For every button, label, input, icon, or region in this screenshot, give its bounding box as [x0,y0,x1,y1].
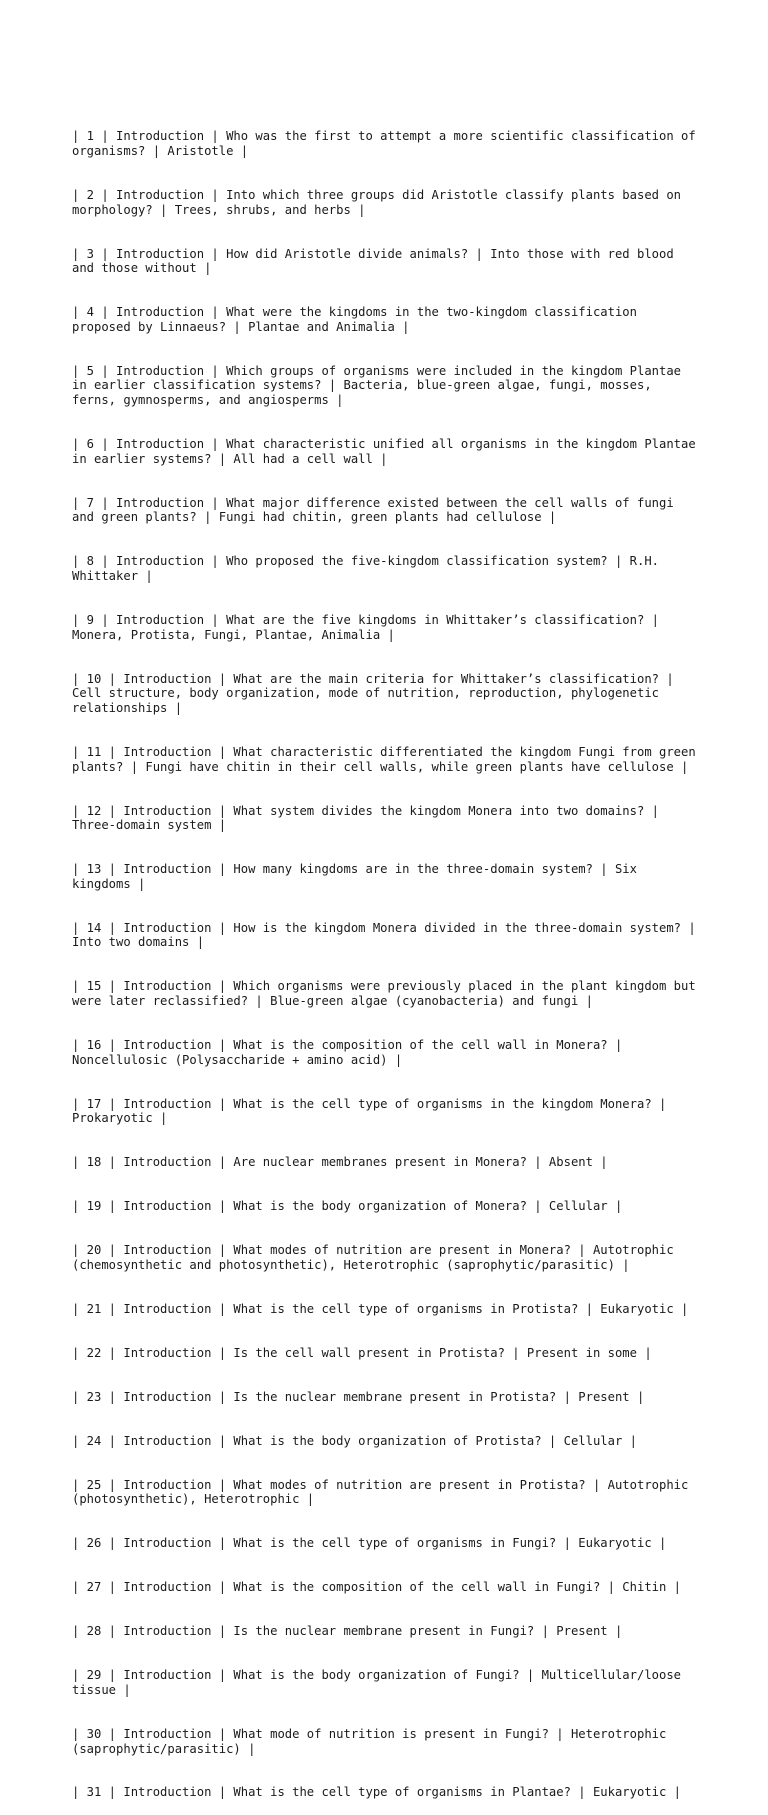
table-row: | 19 | Introduction | What is the body organization of Monera? | Cellular | [72,1199,623,1214]
table-row: | 9 | Introduction | What are the five kingdoms in Whittaker’s classification? | Monera, Protista, Fungi, Plantae, Animalia | [72,612,667,642]
table-row: | 6 | Introduction | What characteristic unified all organisms in the kingdom Plantae in earlier systems? | All had a cell wall | [72,437,704,466]
table-row: | 21 | Introduction | What is the cell type of organisms in Protista? | Eukaryotic | [72,1301,689,1316]
table-row: | 7 | Introduction | What major difference existed between the cell walls of fungi and green plants? | Fungi had chitin, green plants had cellulose | [72,495,682,525]
table-row: | 18 | Introduction | Are nuclear membranes present in Monera? | Absent | [72,1155,608,1170]
table-row: | 14 | Introduction | How is the kingdom Monera divided in the three-domain system? | Into two domains | [72,920,704,950]
table-row: | 15 | Introduction | Which organisms were previously placed in the plant kingdom but were later reclassified? | Blue-green algae (cyanobacteria) and fungi | [72,979,704,1009]
table-row: | 10 | Introduction | What are the main criteria for Whittaker’s classification? | Cell structure, body organization, mode of nutrition, reproduction, phylogenetic relationships | [72,671,682,715]
table-row: | 8 | Introduction | Who proposed the five-kingdom classification system? | R.H. Whittaker | [72,554,667,583]
table-row: | 31 | Introduction | What is the cell type of organisms in Plantae? | Eukaryotic | [72,1785,682,1800]
table-row: | 12 | Introduction | What system divides the kingdom Monera into two domains? | Three-domain system | [72,803,667,833]
document-body [72,100,704,1815]
table-row: | 4 | Introduction | What were the kingdoms in the two-kingdom classification proposed by Linnaeus? | Plantae and Animalia | [72,305,645,334]
table-row: | 11 | Introduction | What characteristic differentiated the kingdom Fungi from green plants? | Fungi have chitin in their cell walls, while green plants have cellulose | [72,744,704,774]
table-row: | 1 | Introduction | Who was the first to attempt a more scientific classification of organisms? | Aristotle | [72,129,704,158]
table-row: | 16 | Introduction | What is the composition of the cell wall in Monera? | Noncellulosic (Polysaccharide + amino acid) | [72,1038,630,1067]
table-row: | 25 | Introduction | What modes of nutrition are present in Protista? | Autotrophic (photosynthetic), Heterotrophic | [72,1477,696,1507]
table-row: | 27 | Introduction | What is the composition of the cell wall in Fungi? | Chitin | [72,1580,682,1595]
table-row: | 29 | Introduction | What is the body organization of Fungi? | Multicellular/loose tissue | [72,1668,689,1697]
table-row: | 22 | Introduction | Is the cell wall present in Protista? | Present in some | [72,1345,652,1360]
table-row: | 17 | Introduction | What is the cell type of organisms in the kingdom Monera? | Prokaryotic | [72,1096,674,1126]
table-row: | 5 | Introduction | Which groups of organisms were included in the kingdom Plantae in earlier classification systems? | Bacteria, blue-green algae, fungi, mosses, ferns, gymnosperms, and angiosperms | [72,363,689,408]
table-row: | 23 | Introduction | Is the nuclear membrane present in Protista? | Present | [72,1389,645,1404]
table-row: | 2 | Introduction | Into which three groups did Aristotle classify plants based on morphology? | Trees, shrubs, and herbs | [72,187,689,217]
table-row: | 30 | Introduction | What mode of nutrition is present in Fungi? | Heterotrophic (saprophytic/parasitic) | [72,1726,674,1756]
table-row: | 13 | Introduction | How many kingdoms are in the three-domain system? | Six kingdoms | [72,862,645,891]
table-row: | 28 | Introduction | Is the nuclear membrane present in Fungi? | Present | [72,1624,623,1639]
table-row: | 20 | Introduction | What modes of nutrition are present in Monera? | Autotrophic (chemosynthetic and photosynthetic), Heterotrophic (saprophytic/parasitic) | [72,1243,682,1272]
table-row: | 3 | Introduction | How did Aristotle divide animals? | Into those with red blood and those without | [72,246,682,276]
table-row: | 26 | Introduction | What is the cell type of organisms in Fungi? | Eukaryotic | [72,1536,667,1551]
table-row: | 24 | Introduction | What is the body organization of Protista? | Cellular | [72,1433,637,1448]
